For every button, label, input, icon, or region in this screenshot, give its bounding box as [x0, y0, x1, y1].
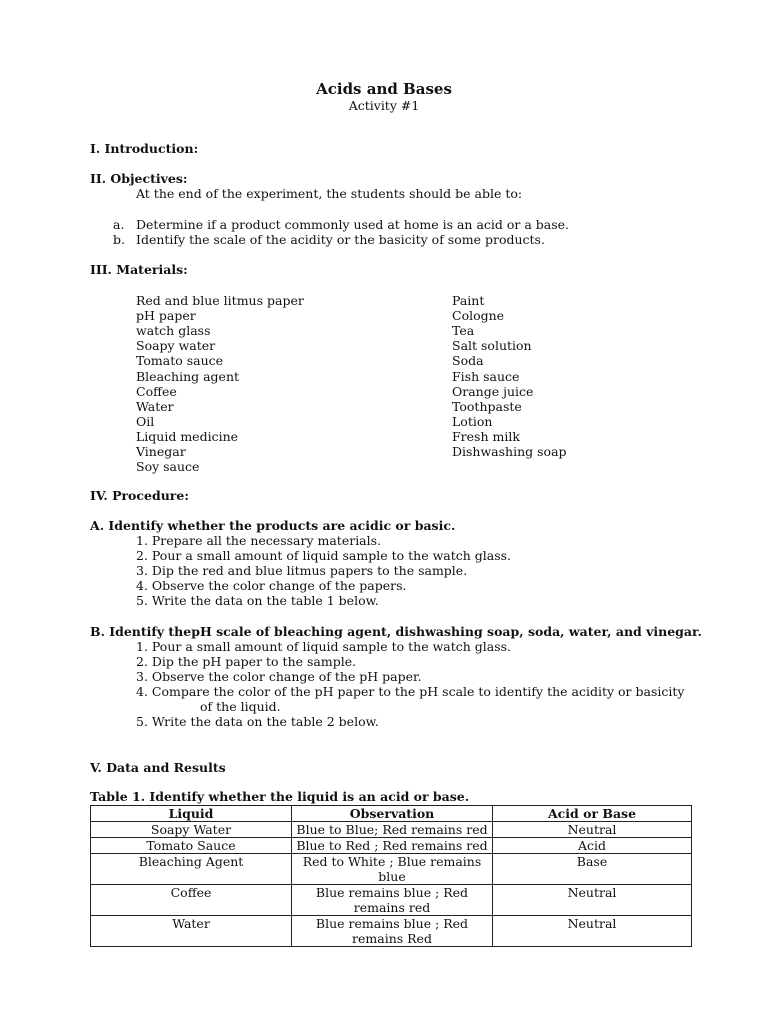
table-row	[91, 822, 692, 838]
table-cell: Soapy Water	[91, 822, 292, 838]
table-cell: Neutral	[493, 916, 692, 947]
table-row	[91, 885, 692, 916]
table-header-cell: Liquid	[91, 806, 292, 822]
material-item: Tomato sauce	[136, 353, 224, 369]
table-cell: Base	[493, 854, 692, 885]
table-cell: Neutral	[493, 822, 692, 838]
material-item: Orange juice	[452, 383, 534, 399]
procedure-a-heading: A. Identify whether the products are acidic or basic.	[90, 518, 456, 533]
table-cell: Blue to Blue; Red remains red	[292, 822, 493, 838]
procedure-step: 2. Pour a small amount of liquid sample to the watch glass.	[136, 548, 512, 564]
procedure-step: 1. Pour a small amount of liquid sample to the watch glass.	[136, 639, 512, 654]
material-item: pH paper	[136, 308, 196, 324]
table-cell: Acid	[493, 838, 692, 854]
material-item: Soapy water	[136, 338, 216, 354]
procedure-step: 5. Write the data on the table 1 below.	[136, 593, 379, 609]
materials-heading: III. Materials:	[90, 262, 188, 277]
objectives-heading: II. Objectives:	[90, 171, 188, 186]
material-item: Oil	[136, 413, 155, 429]
table-cell: Neutral	[493, 885, 692, 916]
material-item: Red and blue litmus paper	[136, 293, 304, 308]
table-row	[91, 838, 692, 854]
objective-item: Determine if a product commonly used at home is an acid or a base.	[136, 217, 570, 232]
table-header-cell: Acid or Base	[493, 806, 692, 822]
introduction-heading: I. Introduction:	[90, 141, 199, 156]
table-cell: Tomato Sauce	[91, 838, 292, 854]
table-cell: Bleaching Agent	[91, 854, 292, 885]
material-item: Fresh milk	[452, 428, 520, 444]
material-item: Cologne	[452, 308, 505, 324]
document-subtitle: Activity #1	[348, 98, 420, 113]
procedure-step: 4. Observe the color change of the papers.	[136, 578, 407, 594]
material-item: Toothpaste	[452, 398, 522, 414]
material-item: Lotion	[452, 413, 493, 429]
material-item: Fish sauce	[452, 368, 520, 384]
objective-item: Identify the scale of the acidity or the basicity of some products.	[136, 232, 545, 247]
material-item: Liquid medicine	[136, 428, 239, 444]
material-item: Vinegar	[136, 444, 186, 459]
procedure-step: 3. Dip the red and blue litmus papers to the sample.	[136, 563, 468, 579]
material-item: Dishwashing soap	[452, 444, 567, 459]
document-title: Acids and Bases	[316, 80, 452, 98]
table-cell: Red to White ; Blue remains blue	[292, 854, 493, 885]
material-item: Water	[136, 398, 174, 414]
table-header-row	[91, 806, 692, 822]
table-row	[91, 854, 692, 885]
procedure-heading: IV. Procedure:	[90, 488, 189, 503]
material-item: Paint	[452, 293, 485, 308]
table-cell: Water	[91, 916, 292, 947]
procedure-step: 3. Observe the color change of the pH paper.	[136, 669, 422, 684]
results-heading: V. Data and Results	[90, 760, 226, 775]
material-item: Salt solution	[452, 338, 532, 354]
material-item: Bleaching agent	[136, 368, 240, 384]
objectives-lead: At the end of the experiment, the students should be able to:	[136, 186, 523, 201]
procedure-step: of the liquid.	[200, 699, 281, 714]
material-item: Coffee	[136, 383, 177, 399]
procedure-step: 1. Prepare all the necessary materials.	[136, 533, 382, 548]
material-item: Soy sauce	[136, 459, 200, 475]
table1-caption: Table 1. Identify whether the liquid is an acid or base.	[90, 789, 470, 804]
table-cell: Blue remains blue ; Red remains red	[292, 885, 493, 916]
table-row	[91, 916, 692, 947]
procedure-step: 5. Write the data on the table 2 below.	[136, 714, 379, 729]
table-1	[90, 805, 692, 947]
objective-letter: a.	[113, 217, 125, 232]
objective-letter: b.	[113, 232, 125, 247]
table-cell: Coffee	[91, 885, 292, 916]
table-cell: Blue remains blue ; Red remains Red	[292, 916, 493, 947]
procedure-b-heading: B. Identify thepH scale of bleaching agent, dishwashing soap, soda, water, and vinegar.	[90, 624, 702, 639]
material-item: watch glass	[136, 323, 211, 339]
procedure-step: 2. Dip the pH paper to the sample.	[136, 654, 357, 669]
procedure-step: 4. Compare the color of the pH paper to the pH scale to identify the acidity or basicity	[136, 684, 685, 699]
table-cell: Blue to Red ; Red remains red	[292, 838, 493, 854]
table-header-cell: Observation	[292, 806, 493, 822]
material-item: Soda	[452, 353, 484, 369]
material-item: Tea	[452, 323, 475, 339]
